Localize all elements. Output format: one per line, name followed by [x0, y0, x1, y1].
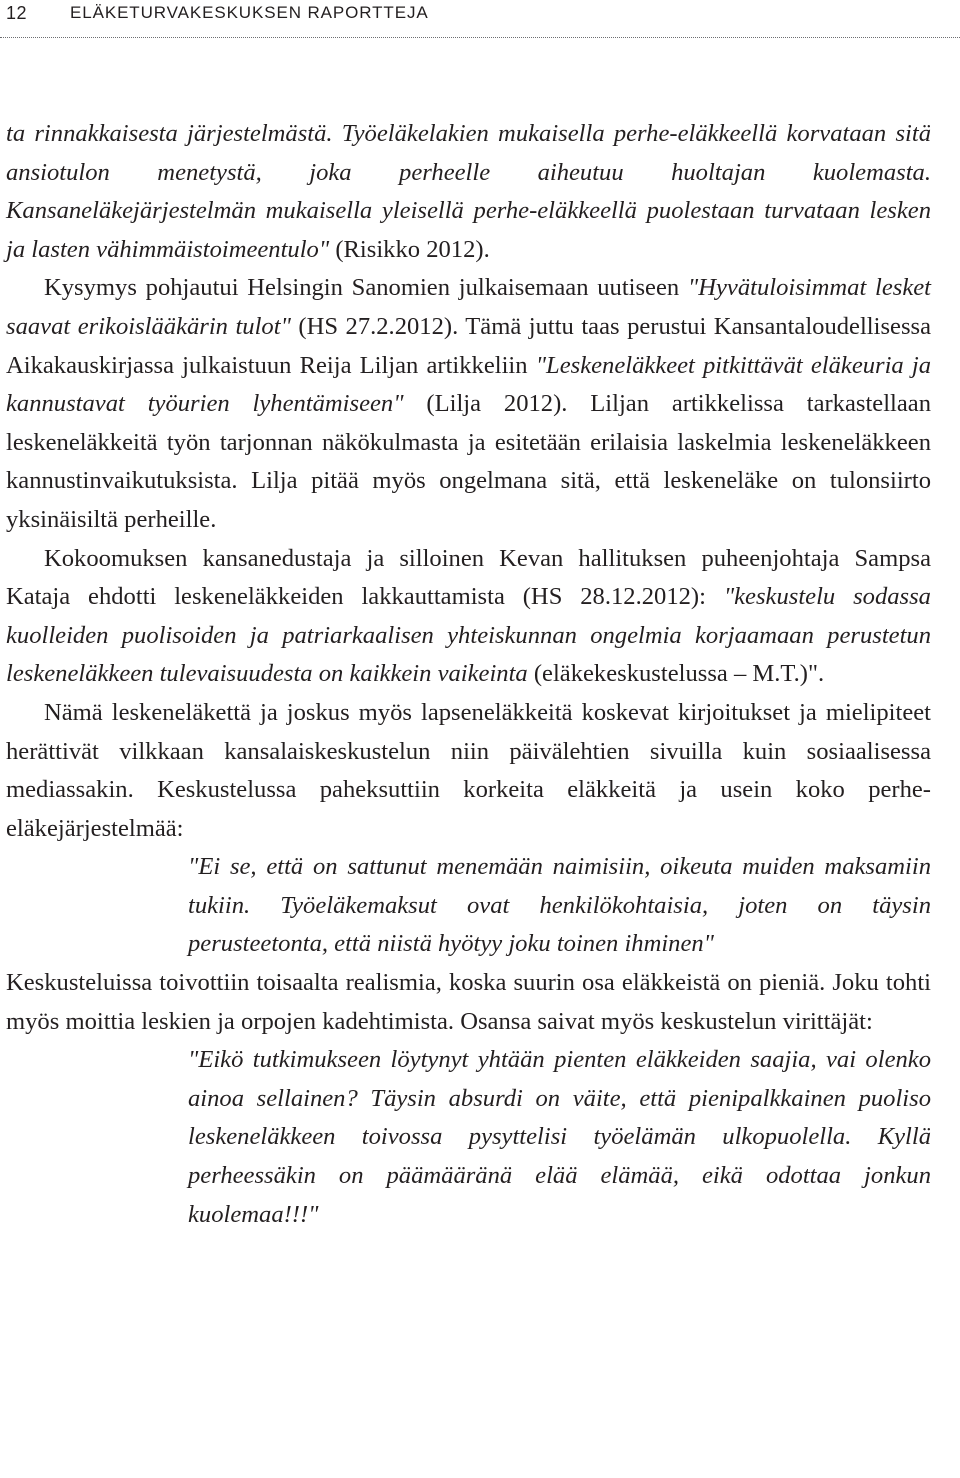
paragraph-3-text-b: (eläkekeskustelussa – M.T.)".	[527, 660, 825, 688]
paragraph-5: Keskusteluissa toivottiin toisaalta realismia, koska suurin osa eläkkeistä on pieniä. Joku tohti myös moittia leskien ja orpojen kadehtimista. Osansa saivat myös keskustelun virittäjät:	[6, 969, 931, 1035]
paragraph-3-text-a: Kokoomuksen kansanedustaja ja silloinen Kevan hallituksen puheenjohtaja Sampsa Kataja ehdotti leskeneläkkeiden lakkauttamista (HS 28.12.2012):	[6, 544, 931, 611]
running-title: ELÄKETURVAKESKUKSEN RAPORTTEJA	[70, 3, 429, 22]
block-quote-1: "Ei se, että on sattunut menemään naimisiin, oikeuta muiden maksamiin tukiin. Työeläkemaksut ovat henkilökohtaisia, joten on täysin perusteetonta, että niistä hyötyy joku toinen ihminen"	[188, 853, 931, 958]
paragraph-2-text-b: (HS 27.2.2012). Tämä juttu taas perustui Kansantaloudellisessa Aikakauskirjassa julkaistuun Reija Liljan artikkeliin	[6, 312, 931, 379]
paragraph-2-text-a: Kysymys pohjautui Helsingin Sanomien julkaisemaan uutiseen	[44, 274, 688, 302]
paragraph-2	[6, 269, 931, 539]
paragraph-3-quote: "keskustelu sodassa kuolleiden puolisoiden ja patriarkaalisen yhteiskunnan ongelmia korjaamaan perustetun leskeneläkkeen tulevaisuudesta on kaikkein vaikeinta	[6, 583, 931, 688]
paragraph-3	[6, 540, 931, 694]
paragraph-2-headline: "Hyvätuloisimmat lesket saavat erikoislääkärin tulot"	[6, 274, 931, 340]
body-text	[6, 115, 931, 1234]
paragraph-2-article-title: "Leskeneläkkeet pitkittävät eläkeuria ja kannustavat työurien lyhentämiseen"	[6, 351, 931, 418]
paragraph-1-citation: (Risikko 2012).	[329, 235, 490, 263]
page-number: 12	[6, 3, 28, 23]
header-divider	[0, 37, 960, 38]
paragraph-4: Nämä leskeneläkettä ja joskus myös lapseneläkkeitä koskevat kirjoitukset ja mielipiteet herättivät vilkkaan kansalaiskeskustelun niin päivälehtien sivuilla kuin sosiaalisessa mediassakin. Keskustelussa paheksuttiin korkeita eläkkeitä ja usein koko perhe-eläkejärjestelmää:	[6, 698, 931, 842]
block-quote-2: "Eikö tutkimukseen löytynyt yhtään pienten eläkkeiden saajia, vai olenko ainoa sellainen? Täysin absurdi on väite, että pienipalkkainen puoliso leskeneläkkeen toivossa pysyttelisi työelämän ulkopuolella. Kyllä perheessäkin on päämääränä elää elämää, eikä odottaa jonkun kuolemaa!!!"	[188, 1046, 931, 1228]
paragraph-1	[6, 115, 931, 269]
paragraph-1-quote: ta rinnakkaisesta järjestelmästä. Työeläkelakien mukaisella perhe-eläkkeellä korvataan sitä ansiotulon menetystä, joka perheelle aiheutuu huoltajan kuolemasta. Kansaneläkejärjestelmän mukaisella yleisellä perhe-eläkkeellä puolestaan turvataan lesken ja lasten vähimmäistoimeentulo"	[6, 120, 931, 263]
paragraph-2-text-c: (Lilja 2012). Liljan artikkelissa tarkastellaan leskeneläkkeitä työn tarjonnan näkökulmasta ja esitetään erilaisia laskelmia leskeneläkkeen kannustinvaikutuksista. Lilja pitää myös ongelmana sitä, että leskeneläke on tulonsiirto yksinäisiltä perheille.	[6, 390, 931, 533]
page-header	[0, 0, 960, 40]
